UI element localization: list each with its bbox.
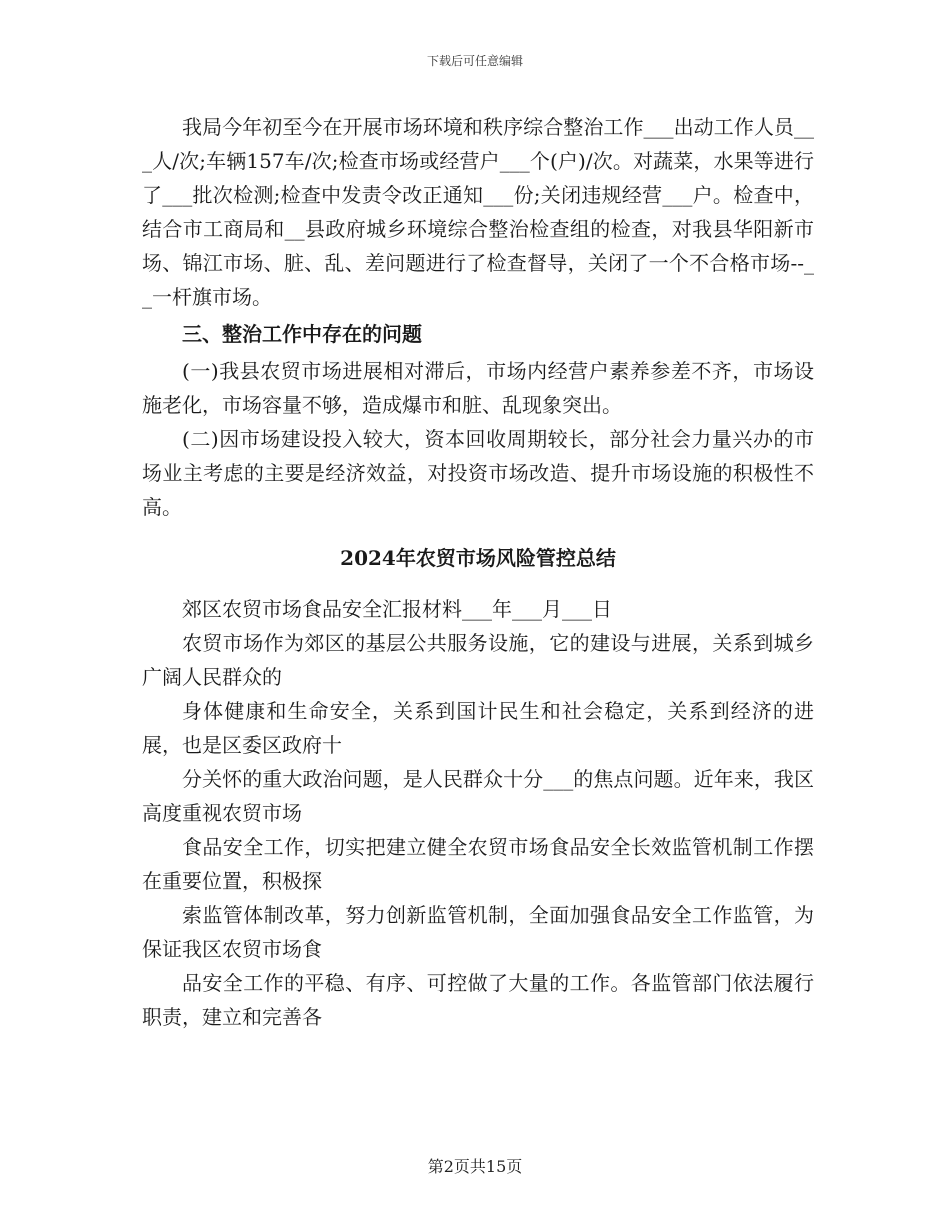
body-paragraph: 郊区农贸市场食品安全汇报材料___年___月___日	[182, 597, 612, 621]
document-title: 2024年农贸市场风险管控总结	[340, 546, 616, 570]
body-paragraph: 分关怀的重大政治问题，是人民群众十分___的焦点问题。近年来，我区高度重视农贸市场	[142, 767, 814, 825]
body-paragraph: (一)我县农贸市场进展相对滞后，市场内经营户素养参差不齐，市场设施老化，市场容量不够，造成爆市和脏、乱现象突出。	[142, 359, 814, 417]
section-heading: 三、整治工作中存在的问题	[182, 322, 422, 346]
body-paragraph: 索监管体制改革，努力创新监管机制，全面加强食品安全工作监管，为保证我区农贸市场食	[142, 903, 814, 961]
body-paragraph: (二)因市场建设投入较大，资本回收周期较长，部分社会力量兴办的市场业主考虑的主要是经济效益，对投资市场改造、提升市场设施的积极性不高。	[142, 427, 814, 519]
body-paragraph: 我局今年初至今在开展市场环境和秩序综合整治工作___出动工作人员___人/次;车辆157车/次;检查市场或经营户___个(户)/次。对蔬菜，水果等进行了___批次检测;检查中发责令改正通知___份;关闭违规经营___户。检查中，结合市工商局和__县政府城乡环境综合整治检查组的检查，对我县华阳新市场、锦江市场、脏、乱、差问题进行了检查督导，关闭了一个不合格市场--__一杆旗市场。	[142, 115, 814, 309]
body-paragraph: 身体健康和生命安全，关系到国计民生和社会稳定，关系到经济的进展，也是区委区政府十	[142, 699, 814, 757]
page-number: 第2页共15页	[427, 1157, 523, 1176]
body-paragraph: 农贸市场作为郊区的基层公共服务设施，它的建设与进展，关系到城乡广阔人民群众的	[142, 631, 814, 689]
document-body	[142, 110, 814, 1034]
body-paragraph: 品安全工作的平稳、有序、可控做了大量的工作。各监管部门依法履行职责，建立和完善各	[142, 971, 814, 1029]
body-paragraph: 食品安全工作，切实把建立健全农贸市场食品安全长效监管机制工作摆在重要位置，积极探	[142, 835, 814, 893]
page-header-note: 下载后可任意编辑	[426, 54, 523, 68]
